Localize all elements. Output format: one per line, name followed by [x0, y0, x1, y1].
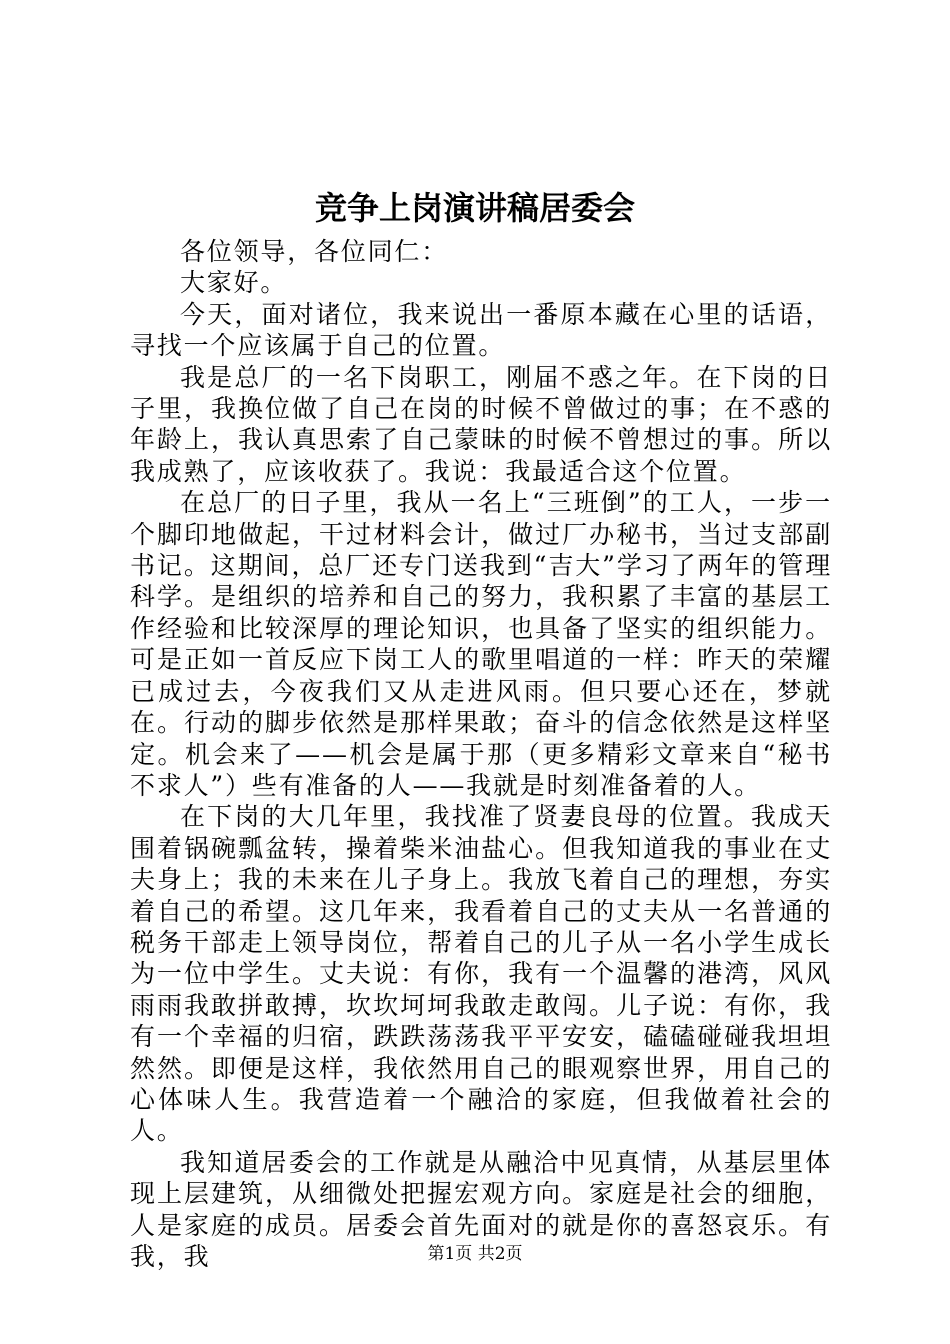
document-body	[130, 236, 832, 1272]
paragraph: 在总厂的日子里，我从一名上“三班倒”的工人，一步一个脚印地做起，干过材料会计，做过厂办秘书，当过支部副书记。这期间，总厂还专门送我到“吉大”学习了两年的管理科学。是组织的培养和自己的努力，我积累了丰富的基层工作经验和比较深厚的理论知识，也具备了坚实的组织能力。可是正如一首反应下岗工人的歌里唱道的一样：昨天的荣耀已成过去，今夜我们又从走进风雨。但只要心还在，梦就在。行动的脚步依然是那样果敢；奋斗的信念依然是这样坚定。机会来了——机会是属于那（更多精彩文章来自“秘书不求人”）些有准备的人——我就是时刻准备着的人。	[130, 488, 832, 800]
document-title: 竞争上岗演讲稿居委会	[314, 189, 635, 227]
paragraph: 我是总厂的一名下岗职工，刚届不惑之年。在下岗的日子里，我换位做了自己在岗的时候不曾做过的事；在不惑的年龄上，我认真思索了自己蒙昧的时候不曾想过的事。所以我成熟了，应该收获了。我说：我最适合这个位置。	[130, 362, 832, 486]
paragraph: 今天，面对诸位，我来说出一番原本藏在心里的话语，寻找一个应该属于自己的位置。	[130, 299, 832, 361]
paragraph: 我知道居委会的工作就是从融洽中见真情，从基层里体现上层建筑，从细微处把握宏观方向。家庭是社会的细胞，人是家庭的成员。居委会首先面对的就是你的喜怒哀乐。有我，我	[130, 1147, 832, 1271]
salutation: 各位领导，各位同仁：	[180, 237, 449, 266]
greeting: 大家好。	[180, 268, 288, 298]
paragraph: 在下岗的大几年里，我找准了贤妻良母的位置。我成天围着锅碗瓢盆转，操着柴米油盐心。但我知道我的事业在丈夫身上；我的未来在儿子身上。我放飞着自己的理想，夯实着自己的希望。这几年来，我看着自己的丈夫从一名普通的税务干部走上领导岗位，帮着自己的儿子从一名小学生成长为一位中学生。丈夫说：有你，我有一个温馨的港湾，风风雨雨我敢拼敢搏，坎坎坷坷我敢走敢闯。儿子说：有你，我有一个幸福的归宿，跌跌荡荡我平平安安，磕磕碰碰我坦坦然然。即便是这样，我依然用自己的眼观察世界，用自己的心体味人生。我营造着一个融洽的家庭，但我做着社会的人。	[130, 802, 832, 1146]
page-footer: 第1页 共2页	[427, 1244, 523, 1264]
